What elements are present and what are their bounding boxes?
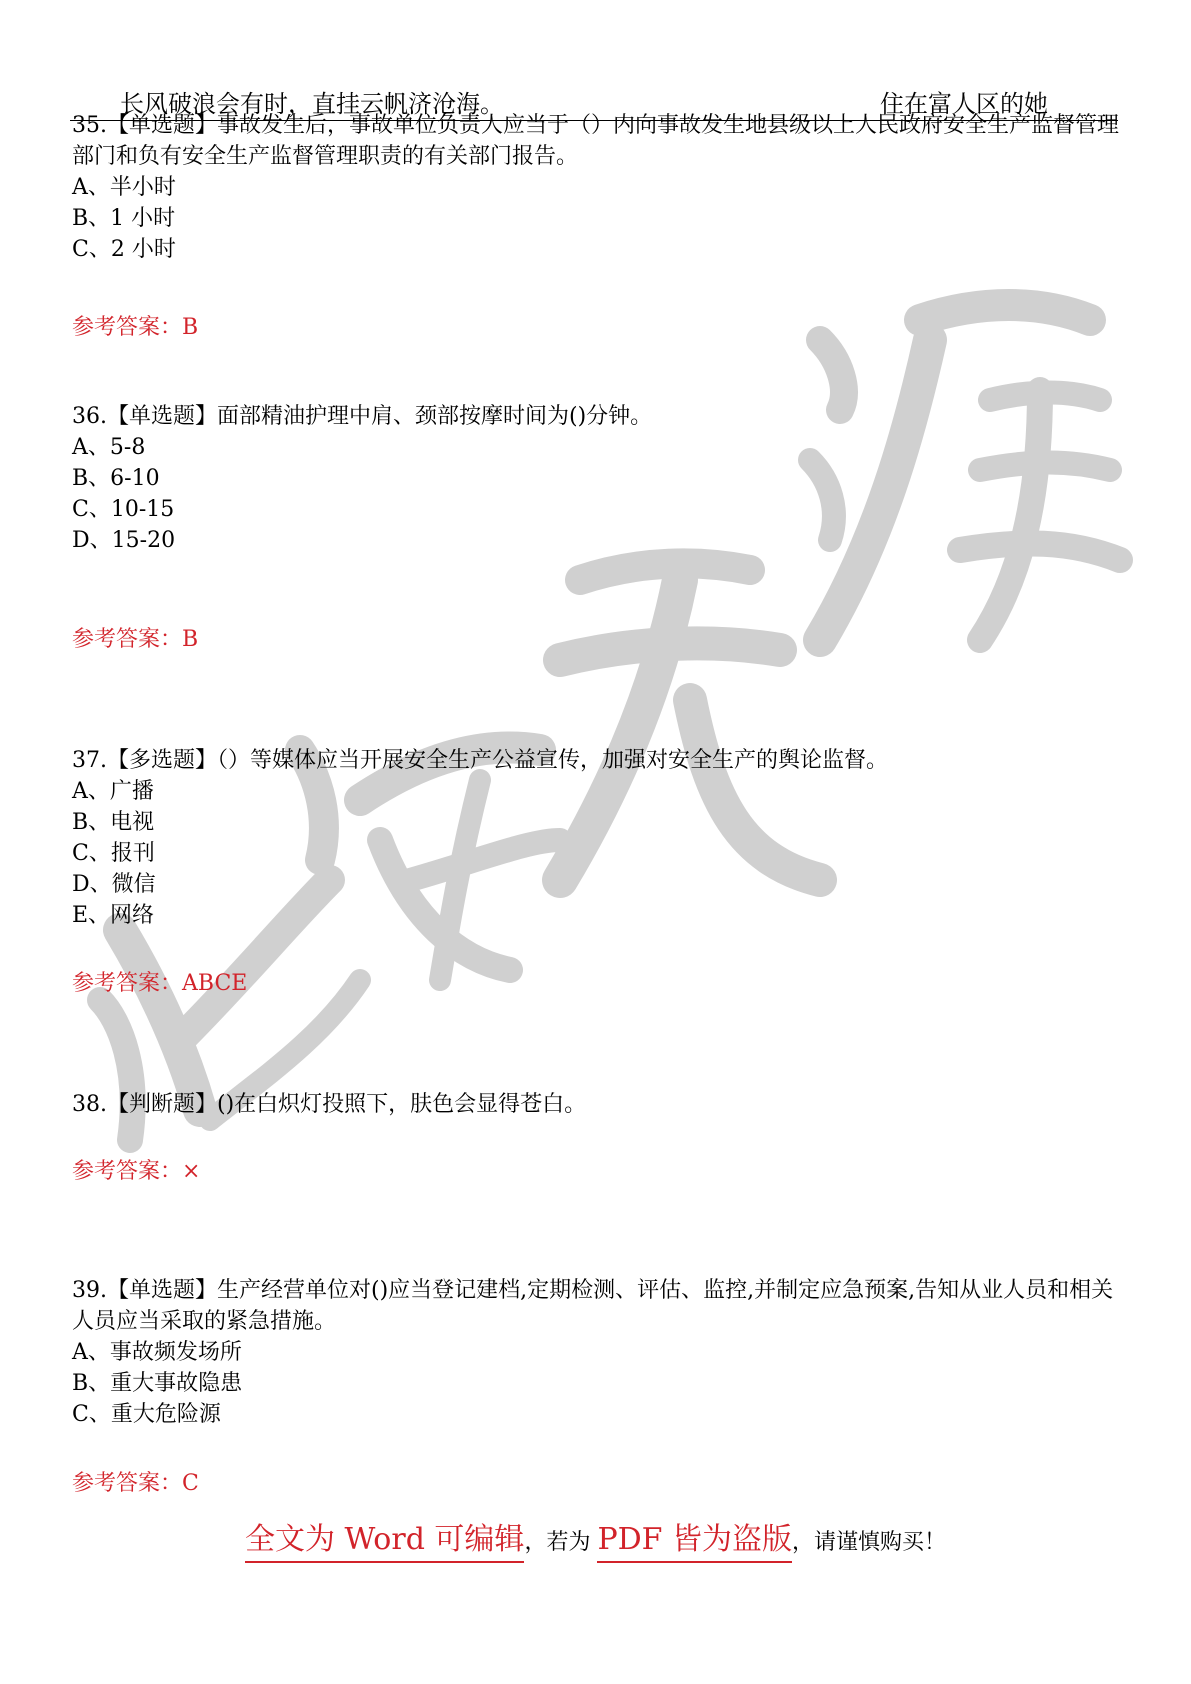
footer-word-editable: 全文为 Word 可编辑 [245,1522,524,1563]
footer-notice [0,1514,1191,1558]
header-motto: 长风破浪会有时，直挂云帆济沧海。 [120,90,504,118]
question-stem: 36.【单选题】面部精油护理中肩、颈部按摩时间为()分钟。 [72,404,653,429]
question-38 [72,1089,1122,1120]
footer-separator-2: ，请谨慎购买！ [792,1530,947,1555]
option-a: A、5-8 [72,435,146,460]
question-36 [72,401,1122,556]
option-b: B、电视 [72,810,155,835]
question-35 [72,110,1122,265]
answer-37: 参考答案：ABCE [72,971,248,996]
answer-36: 参考答案：B [72,627,199,652]
answer-38: 参考答案：× [72,1159,201,1184]
option-e: E、网络 [72,903,155,928]
question-stem: 38.【判断题】()在白炽灯投照下，肤色会显得苍白。 [72,1092,587,1117]
option-a: A、广播 [72,779,154,804]
question-37 [72,745,1122,931]
answer-35: 参考答案：B [72,315,199,340]
option-d: D、15-20 [72,528,176,553]
option-c: C、重大危险源 [72,1402,221,1427]
question-stem: 37.【多选题】（）等媒体应当开展安全生产公益宣传，加强对安全生产的舆论监督。 [72,748,888,773]
question-stem: 39.【单选题】生产经营单位对()应当登记建档,定期检测、评估、监控,并制定应急预案,告知从业人员和相关人员应当采取的紧急措施。 [72,1278,1114,1334]
option-c: C、报刊 [72,841,155,866]
footer-separator-1: ，若为 [524,1530,598,1555]
question-39 [72,1275,1122,1430]
option-b: B、6-10 [72,466,160,491]
option-b: B、1 小时 [72,206,176,231]
option-a: A、事故频发场所 [72,1340,242,1365]
question-stem: 35.【单选题】事故发生后，事故单位负责人应当于（）内向事故发生地县级以上人民政府安全生产监督管理部门和负有安全生产监督管理职责的有关部门报告。 [72,113,1119,169]
footer-pdf-pirated: PDF 皆为盗版 [597,1522,792,1563]
option-b: B、重大事故隐患 [72,1371,243,1396]
option-a: A、半小时 [72,175,176,200]
option-c: C、10-15 [72,497,175,522]
header-author: 住在富人区的她 [880,90,1048,118]
option-c: C、2 小时 [72,237,176,262]
answer-39: 参考答案：C [72,1471,199,1496]
option-d: D、微信 [72,872,156,897]
